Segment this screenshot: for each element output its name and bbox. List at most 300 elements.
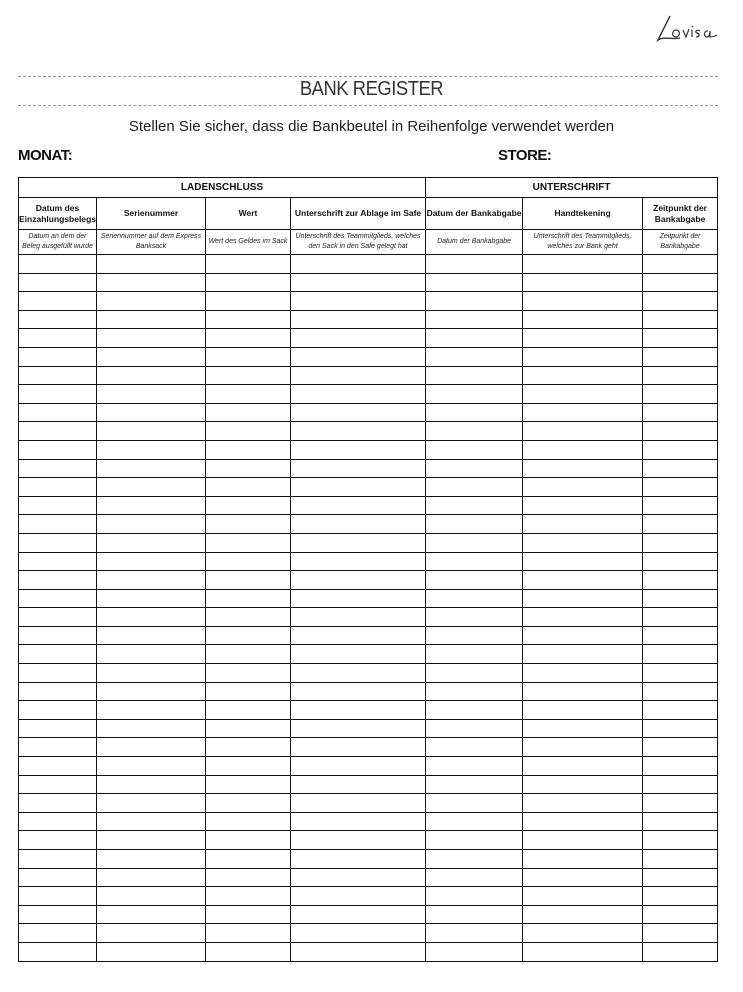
entry-cell[interactable] — [206, 626, 291, 645]
entry-cell[interactable] — [643, 329, 718, 348]
entry-cell[interactable] — [523, 366, 643, 385]
entry-cell[interactable] — [643, 757, 718, 776]
entry-cell[interactable] — [523, 273, 643, 292]
table-row — [19, 701, 718, 720]
entry-cell[interactable] — [206, 329, 291, 348]
entry-cell[interactable] — [426, 571, 523, 590]
entry-cell[interactable] — [206, 812, 291, 831]
entry-cell[interactable] — [97, 440, 206, 459]
entry-cell[interactable] — [523, 347, 643, 366]
table-row — [19, 385, 718, 404]
table-row — [19, 812, 718, 831]
entry-cell[interactable] — [206, 682, 291, 701]
entry-cell[interactable] — [97, 310, 206, 329]
entry-cell[interactable] — [97, 775, 206, 794]
entry-cell[interactable] — [291, 701, 426, 720]
entry-cell[interactable] — [206, 942, 291, 961]
entry-cell[interactable] — [206, 701, 291, 720]
table-row — [19, 682, 718, 701]
entry-cell[interactable] — [291, 924, 426, 943]
entry-cell[interactable] — [523, 459, 643, 478]
entry-cell[interactable] — [523, 422, 643, 441]
entry-cell[interactable] — [643, 905, 718, 924]
entry-cell[interactable] — [291, 775, 426, 794]
entry-cell[interactable] — [206, 273, 291, 292]
entry-cell[interactable] — [97, 626, 206, 645]
entry-cell[interactable] — [19, 608, 97, 627]
entry-cell[interactable] — [97, 812, 206, 831]
entry-cell[interactable] — [643, 831, 718, 850]
entry-cell[interactable] — [206, 403, 291, 422]
entry-cell[interactable] — [206, 552, 291, 571]
entry-cell[interactable] — [426, 385, 523, 404]
entry-cell[interactable] — [523, 868, 643, 887]
entry-cell[interactable] — [19, 942, 97, 961]
entry-cell[interactable] — [19, 589, 97, 608]
entry-cell[interactable] — [19, 440, 97, 459]
entry-cell[interactable] — [643, 812, 718, 831]
entry-cell[interactable] — [643, 440, 718, 459]
entry-cell[interactable] — [426, 850, 523, 869]
entry-cell[interactable] — [643, 552, 718, 571]
entry-cell[interactable] — [97, 403, 206, 422]
entry-cell[interactable] — [97, 868, 206, 887]
entry-cell[interactable] — [291, 589, 426, 608]
entry-cell[interactable] — [291, 942, 426, 961]
entry-cell[interactable] — [643, 868, 718, 887]
entry-cell[interactable] — [523, 645, 643, 664]
entry-cell[interactable] — [19, 905, 97, 924]
entry-cell[interactable] — [643, 273, 718, 292]
entry-cell[interactable] — [206, 887, 291, 906]
entry-cell[interactable] — [426, 775, 523, 794]
entry-cell[interactable] — [291, 440, 426, 459]
entry-cell[interactable] — [426, 459, 523, 478]
entry-cell[interactable] — [19, 850, 97, 869]
entry-cell[interactable] — [643, 571, 718, 590]
entry-cell[interactable] — [206, 422, 291, 441]
entry-cell[interactable] — [19, 701, 97, 720]
table-row — [19, 292, 718, 311]
table-row — [19, 459, 718, 478]
entry-cell[interactable] — [97, 478, 206, 497]
entry-cell[interactable] — [523, 515, 643, 534]
entry-cell[interactable] — [19, 533, 97, 552]
entry-cell[interactable] — [206, 310, 291, 329]
entry-cell[interactable] — [291, 868, 426, 887]
entry-cell[interactable] — [291, 757, 426, 776]
entry-cell[interactable] — [291, 310, 426, 329]
lovisa-logo-signature — [652, 10, 722, 44]
entry-cell[interactable] — [291, 887, 426, 906]
entry-cell[interactable] — [426, 738, 523, 757]
entry-cell[interactable] — [523, 794, 643, 813]
table-row — [19, 515, 718, 534]
entry-cell[interactable] — [206, 738, 291, 757]
entry-cell[interactable] — [97, 701, 206, 720]
entry-cell[interactable] — [291, 292, 426, 311]
entry-cell[interactable] — [426, 645, 523, 664]
entry-cell[interactable] — [523, 812, 643, 831]
entry-cell[interactable] — [643, 626, 718, 645]
table-row — [19, 478, 718, 497]
entry-cell[interactable] — [291, 459, 426, 478]
entry-cell[interactable] — [19, 924, 97, 943]
entry-cell[interactable] — [643, 515, 718, 534]
entry-cell[interactable] — [523, 385, 643, 404]
entry-cell[interactable] — [19, 347, 97, 366]
entry-cell[interactable] — [206, 571, 291, 590]
entry-cell[interactable] — [19, 645, 97, 664]
entry-cell[interactable] — [643, 738, 718, 757]
entry-cell[interactable] — [426, 422, 523, 441]
entry-cell[interactable] — [19, 273, 97, 292]
entry-cell[interactable] — [291, 385, 426, 404]
entry-cell[interactable] — [426, 533, 523, 552]
entry-cell[interactable] — [19, 478, 97, 497]
bank-register-table — [18, 177, 718, 962]
entry-cell[interactable] — [206, 440, 291, 459]
entry-cell[interactable] — [643, 850, 718, 869]
entry-cell[interactable] — [97, 422, 206, 441]
entry-cell[interactable] — [523, 255, 643, 274]
entry-cell[interactable] — [97, 831, 206, 850]
entry-cell[interactable] — [523, 664, 643, 683]
entry-cell[interactable] — [426, 812, 523, 831]
entry-cell[interactable] — [426, 905, 523, 924]
entry-cell[interactable] — [426, 366, 523, 385]
entry-cell[interactable] — [291, 329, 426, 348]
entry-cell[interactable] — [426, 310, 523, 329]
entry-cell[interactable] — [291, 850, 426, 869]
entry-cell[interactable] — [291, 255, 426, 274]
entry-cell[interactable] — [19, 292, 97, 311]
entry-cell[interactable] — [643, 366, 718, 385]
entry-cell[interactable] — [19, 738, 97, 757]
entry-cell[interactable] — [523, 310, 643, 329]
entry-cell[interactable] — [291, 552, 426, 571]
entry-cell[interactable] — [523, 905, 643, 924]
entry-cell[interactable] — [19, 385, 97, 404]
entry-cell[interactable] — [523, 850, 643, 869]
entry-cell[interactable] — [643, 794, 718, 813]
table-row — [19, 850, 718, 869]
entry-cell[interactable] — [19, 329, 97, 348]
entry-cell[interactable] — [97, 385, 206, 404]
entry-cell[interactable] — [643, 310, 718, 329]
entry-cell[interactable] — [523, 403, 643, 422]
entry-cell[interactable] — [426, 942, 523, 961]
entry-cell[interactable] — [206, 850, 291, 869]
entry-cell[interactable] — [523, 478, 643, 497]
entry-cell[interactable] — [426, 589, 523, 608]
entry-cell[interactable] — [523, 831, 643, 850]
column-description: Unterschrift des Teammitglieds, welches den Sack in den Safe gelegt hat — [291, 230, 426, 255]
entry-cell[interactable] — [19, 719, 97, 738]
entry-cell[interactable] — [97, 887, 206, 906]
entry-cell[interactable] — [97, 645, 206, 664]
entry-cell[interactable] — [643, 645, 718, 664]
entry-cell[interactable] — [523, 608, 643, 627]
entry-cell[interactable] — [97, 459, 206, 478]
entry-cell[interactable] — [643, 942, 718, 961]
entry-cell[interactable] — [19, 812, 97, 831]
entry-cell[interactable] — [291, 905, 426, 924]
page-title: BANK REGISTER — [299, 78, 444, 100]
entry-cell[interactable] — [97, 329, 206, 348]
column-description: Seriennummer auf dem Express Banksack — [97, 230, 206, 255]
entry-cell[interactable] — [291, 515, 426, 534]
entry-cell[interactable] — [97, 366, 206, 385]
entry-cell[interactable] — [291, 273, 426, 292]
entry-cell[interactable] — [97, 794, 206, 813]
entry-cell[interactable] — [206, 868, 291, 887]
entry-cell[interactable] — [643, 496, 718, 515]
entry-cell[interactable] — [426, 682, 523, 701]
entry-cell[interactable] — [643, 608, 718, 627]
entry-cell[interactable] — [643, 664, 718, 683]
entry-cell[interactable] — [97, 515, 206, 534]
entry-cell[interactable] — [97, 682, 206, 701]
table-row — [19, 831, 718, 850]
entry-cell[interactable] — [643, 775, 718, 794]
entry-cell[interactable] — [97, 292, 206, 311]
entry-cell[interactable] — [19, 682, 97, 701]
entry-cell[interactable] — [291, 571, 426, 590]
entry-cell[interactable] — [426, 440, 523, 459]
entry-cell[interactable] — [426, 478, 523, 497]
entry-cell[interactable] — [291, 366, 426, 385]
entry-cell[interactable] — [291, 831, 426, 850]
entry-cell[interactable] — [19, 403, 97, 422]
entry-cell[interactable] — [426, 719, 523, 738]
entry-cell[interactable] — [523, 571, 643, 590]
entry-cell[interactable] — [97, 589, 206, 608]
entry-cell[interactable] — [291, 347, 426, 366]
entry-cell[interactable] — [206, 515, 291, 534]
entry-cell[interactable] — [643, 422, 718, 441]
entry-cell[interactable] — [19, 552, 97, 571]
entry-cell[interactable] — [19, 366, 97, 385]
entry-cell[interactable] — [291, 794, 426, 813]
store-label: STORE: — [498, 147, 552, 164]
entry-cell[interactable] — [291, 664, 426, 683]
entry-cell[interactable] — [426, 757, 523, 776]
instruction-text: Stellen Sie sicher, dass die Bankbeutel in Reihenfolge verwendet werden — [128, 118, 615, 135]
column-description: Unterschrift des Teammitglieds, welches zur Bank geht — [523, 230, 643, 255]
entry-cell[interactable] — [97, 496, 206, 515]
table-row — [19, 645, 718, 664]
entry-cell[interactable] — [523, 738, 643, 757]
entry-cell[interactable] — [19, 887, 97, 906]
entry-cell[interactable] — [206, 366, 291, 385]
entry-cell[interactable] — [97, 608, 206, 627]
entry-cell[interactable] — [206, 794, 291, 813]
entry-cell[interactable] — [19, 775, 97, 794]
entry-cell[interactable] — [19, 571, 97, 590]
entry-cell[interactable] — [291, 682, 426, 701]
entry-cell[interactable] — [97, 552, 206, 571]
entry-cell[interactable] — [19, 496, 97, 515]
entry-cell[interactable] — [426, 868, 523, 887]
table-row — [19, 255, 718, 274]
entry-cell[interactable] — [206, 533, 291, 552]
entry-cell[interactable] — [97, 347, 206, 366]
entry-cell[interactable] — [97, 905, 206, 924]
entry-cell[interactable] — [523, 942, 643, 961]
entry-cell[interactable] — [643, 924, 718, 943]
entry-cell[interactable] — [206, 459, 291, 478]
entry-cell[interactable] — [523, 626, 643, 645]
entry-cell[interactable] — [206, 608, 291, 627]
entry-cell[interactable] — [291, 478, 426, 497]
entry-cell[interactable] — [97, 719, 206, 738]
entry-cell[interactable] — [97, 255, 206, 274]
entry-cell[interactable] — [206, 292, 291, 311]
entry-cell[interactable] — [426, 701, 523, 720]
entry-cell[interactable] — [206, 775, 291, 794]
entry-cell[interactable] — [19, 255, 97, 274]
entry-cell[interactable] — [97, 738, 206, 757]
entry-cell[interactable] — [206, 347, 291, 366]
entry-cell[interactable] — [523, 775, 643, 794]
entry-cell[interactable] — [643, 887, 718, 906]
entry-cell[interactable] — [206, 589, 291, 608]
entry-cell[interactable] — [523, 552, 643, 571]
entry-cell[interactable] — [206, 924, 291, 943]
entry-cell[interactable] — [523, 533, 643, 552]
entry-cell[interactable] — [206, 478, 291, 497]
entry-cell[interactable] — [426, 552, 523, 571]
entry-cell[interactable] — [426, 329, 523, 348]
entry-cell[interactable] — [643, 701, 718, 720]
entry-cell[interactable] — [206, 255, 291, 274]
table-row — [19, 366, 718, 385]
entry-cell[interactable] — [523, 757, 643, 776]
entry-cell[interactable] — [523, 440, 643, 459]
entry-cell[interactable] — [426, 831, 523, 850]
entry-cell[interactable] — [291, 403, 426, 422]
entry-cell[interactable] — [19, 794, 97, 813]
entry-cell[interactable] — [19, 868, 97, 887]
entry-cell[interactable] — [206, 719, 291, 738]
entry-cell[interactable] — [19, 515, 97, 534]
entry-cell[interactable] — [97, 850, 206, 869]
entry-cell[interactable] — [643, 292, 718, 311]
entry-cell[interactable] — [523, 719, 643, 738]
entry-cell[interactable] — [19, 459, 97, 478]
entry-cell[interactable] — [523, 329, 643, 348]
entry-cell[interactable] — [426, 347, 523, 366]
entry-cell[interactable] — [97, 664, 206, 683]
table-row — [19, 868, 718, 887]
entry-cell[interactable] — [426, 626, 523, 645]
entry-cell[interactable] — [426, 794, 523, 813]
entry-cell[interactable] — [291, 738, 426, 757]
entry-cell[interactable] — [291, 533, 426, 552]
entry-cell[interactable] — [291, 719, 426, 738]
entry-cell[interactable] — [206, 905, 291, 924]
entry-cell[interactable] — [643, 589, 718, 608]
entry-cell[interactable] — [291, 422, 426, 441]
entry-cell[interactable] — [206, 385, 291, 404]
entry-cell[interactable] — [426, 664, 523, 683]
table-row — [19, 719, 718, 738]
entry-cell[interactable] — [643, 478, 718, 497]
entry-cell[interactable] — [97, 942, 206, 961]
entry-cell[interactable] — [523, 924, 643, 943]
entry-cell[interactable] — [19, 831, 97, 850]
entry-cell[interactable] — [643, 459, 718, 478]
entry-cell[interactable] — [523, 682, 643, 701]
entry-cell[interactable] — [97, 924, 206, 943]
entry-cell[interactable] — [426, 496, 523, 515]
entry-cell[interactable] — [643, 347, 718, 366]
entry-cell[interactable] — [426, 924, 523, 943]
entry-cell[interactable] — [523, 589, 643, 608]
entry-cell[interactable] — [291, 626, 426, 645]
entry-cell[interactable] — [523, 496, 643, 515]
entry-cell[interactable] — [523, 701, 643, 720]
entry-cell[interactable] — [523, 887, 643, 906]
entry-cell[interactable] — [97, 757, 206, 776]
table-row — [19, 775, 718, 794]
entry-cell[interactable] — [426, 273, 523, 292]
entry-cell[interactable] — [206, 757, 291, 776]
entry-cell[interactable] — [97, 533, 206, 552]
entry-cell[interactable] — [291, 645, 426, 664]
entry-cell[interactable] — [643, 719, 718, 738]
entry-cell[interactable] — [291, 812, 426, 831]
divider-bottom — [18, 105, 718, 106]
entry-cell[interactable] — [523, 292, 643, 311]
entry-cell[interactable] — [426, 255, 523, 274]
entry-cell[interactable] — [206, 831, 291, 850]
table-row — [19, 347, 718, 366]
entry-cell[interactable] — [426, 887, 523, 906]
table-row — [19, 887, 718, 906]
entry-cell[interactable] — [19, 664, 97, 683]
entry-cell[interactable] — [643, 403, 718, 422]
entry-cell[interactable] — [643, 255, 718, 274]
entry-cell[interactable] — [426, 403, 523, 422]
entry-cell[interactable] — [426, 515, 523, 534]
entry-cell[interactable] — [97, 273, 206, 292]
entry-cell[interactable] — [643, 682, 718, 701]
entry-cell[interactable] — [206, 645, 291, 664]
entry-cell[interactable] — [643, 385, 718, 404]
group-header-unterschrift: UNTERSCHRIFT — [426, 178, 718, 198]
entry-cell[interactable] — [426, 292, 523, 311]
entry-cell[interactable] — [19, 757, 97, 776]
table-row — [19, 496, 718, 515]
table-row — [19, 664, 718, 683]
entry-cell[interactable] — [291, 496, 426, 515]
entry-cell[interactable] — [19, 310, 97, 329]
entry-cell[interactable] — [19, 626, 97, 645]
entry-cell[interactable] — [19, 422, 97, 441]
table-row — [19, 589, 718, 608]
divider-top — [18, 76, 718, 77]
entry-cell[interactable] — [643, 533, 718, 552]
entry-cell[interactable] — [206, 664, 291, 683]
entry-cell[interactable] — [206, 496, 291, 515]
entry-cell[interactable] — [426, 608, 523, 627]
table-row — [19, 942, 718, 961]
entry-cell[interactable] — [97, 571, 206, 590]
table-row — [19, 273, 718, 292]
entry-cell[interactable] — [291, 608, 426, 627]
